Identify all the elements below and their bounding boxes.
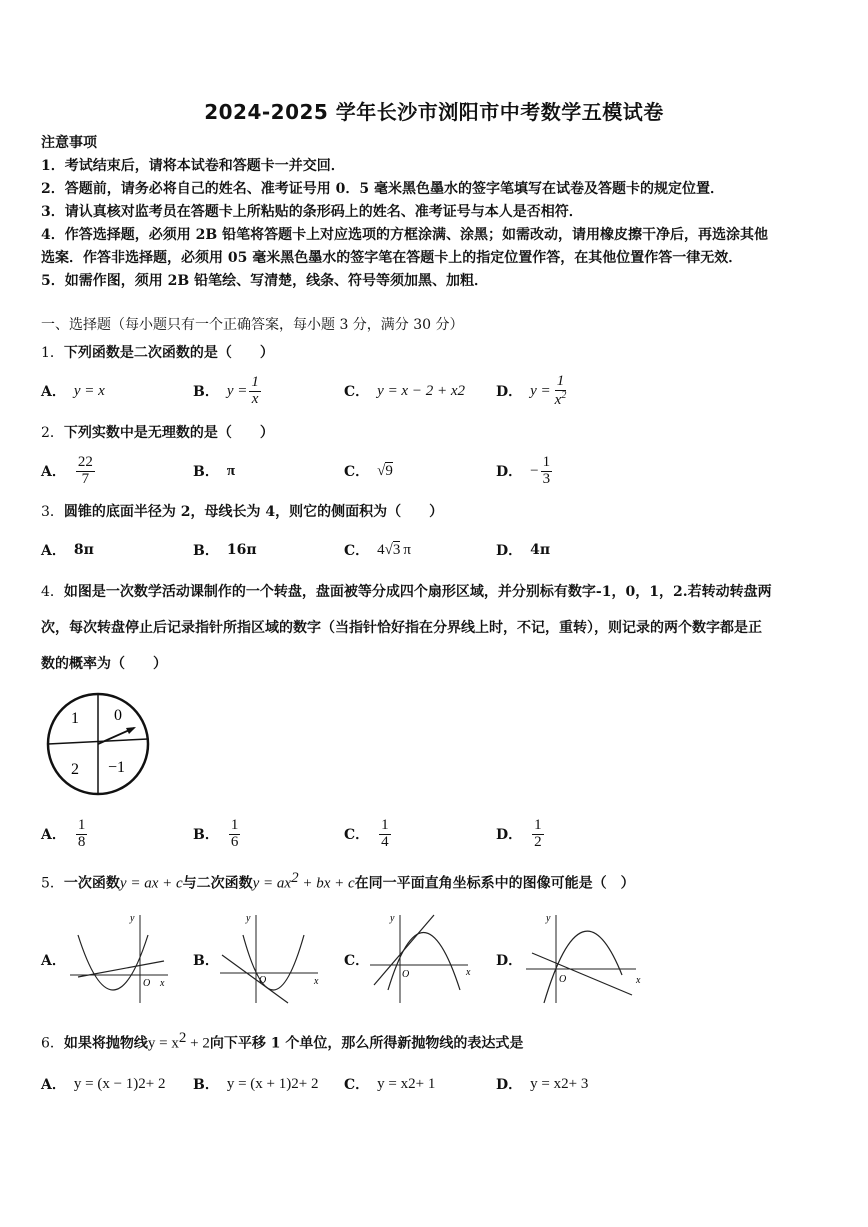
q1-option-c[interactable]	[344, 376, 465, 406]
formula-linear: y = ax + c	[119, 875, 183, 892]
radical-sign: √	[384, 541, 393, 558]
option-value: 8π	[73, 542, 94, 558]
origin-label: O	[259, 975, 267, 986]
question-text-part-2: 与二次函数	[182, 875, 253, 892]
numerator: 1	[251, 373, 259, 390]
option-formula-rest: + 3	[568, 1075, 589, 1092]
question-text-part-1: 一次函数	[63, 875, 120, 892]
formula-quadratic: y = ax	[252, 875, 292, 892]
y-label: y	[130, 913, 135, 924]
denominator: 2	[534, 833, 542, 850]
q2-option-d[interactable]	[496, 450, 554, 492]
option-label: B．	[193, 953, 219, 969]
question-6	[41, 1030, 523, 1053]
spinner-label-2: 2	[71, 761, 79, 778]
numerator: 1	[556, 372, 565, 389]
exponent: 2	[178, 1030, 187, 1046]
q6-option-c[interactable]	[344, 1072, 435, 1096]
question-text: 下列函数是二次函数的是（ ）	[63, 345, 274, 361]
question-4	[41, 574, 831, 682]
q4-option-b[interactable]	[193, 812, 242, 856]
origin-label: O	[143, 978, 151, 989]
q2-option-c[interactable]	[344, 456, 393, 486]
origin-label: O	[559, 974, 567, 985]
option-label: C．	[344, 543, 370, 559]
notice-item-2: 2．答题前，请务必将自己的姓名、准考证号用 0．5 毫米黑色墨水的签字笔填写在试卷及答题卡的规定位置．	[41, 181, 724, 197]
line-graph	[222, 955, 288, 1003]
exponent: 2	[291, 870, 299, 886]
denominator: 3	[542, 470, 551, 487]
q4-option-c[interactable]	[344, 812, 393, 856]
origin-label: O	[402, 969, 410, 980]
q3-option-c[interactable]	[344, 537, 411, 563]
q4-option-a[interactable]	[41, 812, 89, 856]
q1-option-b[interactable]	[193, 370, 263, 412]
denominator: 4	[381, 833, 389, 850]
q5-graph-a	[68, 905, 178, 1005]
line-graph	[532, 953, 632, 995]
option-formula: y = x	[530, 1075, 562, 1092]
notice-item-4-cont: 选案．作答非选择题，必须用 05 毫米黑色墨水的签字笔在答题卡上的指定位置作答，在其他位置作答一律无效．	[41, 250, 743, 266]
option-label: D．	[496, 827, 523, 843]
q4-option-d[interactable]	[496, 812, 546, 856]
notice-item-3: 3．请认真核对监考员在答题卡上所粘贴的条形码上的姓名、准考证号与本人是否相符．	[41, 204, 583, 220]
notice-item-1: 1．考试结束后，请将本试卷和答题卡一并交回．	[41, 158, 345, 174]
option-label: A．	[41, 953, 66, 969]
q5-graph-b	[218, 905, 328, 1005]
exponent: 2	[561, 1075, 569, 1092]
notice-item-5: 5．如需作图，须用 2B 铅笔绘、写清楚，线条、符号等须加黑、加粗．	[41, 273, 489, 289]
q2-option-b[interactable]	[193, 456, 235, 486]
radicand: 3	[392, 542, 401, 558]
q3-option-a[interactable]	[41, 537, 94, 563]
question-number: 2．	[41, 425, 64, 441]
numerator: 22	[77, 453, 93, 470]
q3-option-d[interactable]	[496, 537, 550, 563]
question-5	[41, 870, 635, 893]
option-label: A．	[41, 543, 66, 559]
notice-item-4: 4．作答选择题，必须用 2B 铅笔将答题卡上对应选项的方框涂满、涂黑；如需改动，请用橡皮擦干净后，再选涂其他	[41, 227, 769, 243]
question-2	[41, 422, 274, 442]
question-text: 下列实数中是无理数的是（ ）	[63, 425, 274, 441]
question-3	[41, 501, 443, 521]
option-formula: y = (x − 1)	[73, 1075, 139, 1092]
q1-option-d[interactable]	[496, 370, 570, 412]
option-label: C．	[344, 953, 370, 969]
option-label: B．	[193, 827, 219, 843]
option-value: π	[226, 462, 236, 479]
x-label: x	[160, 978, 165, 989]
exponent: 2	[138, 1075, 146, 1092]
question-number: 5．	[41, 875, 64, 892]
radicand: 9	[385, 463, 393, 479]
option-label: A．	[41, 827, 66, 843]
x-label: x	[636, 975, 641, 986]
notice-heading: 注意事项	[41, 135, 97, 151]
denominator: 6	[230, 833, 239, 850]
option-label: D．	[496, 953, 523, 969]
option-label: B．	[193, 543, 219, 559]
numerator: 1	[381, 816, 389, 833]
option-label: A．	[41, 384, 66, 400]
question-number: 6．	[41, 1035, 64, 1052]
option-formula: y = x	[73, 382, 105, 399]
q1-option-a[interactable]	[41, 376, 105, 406]
q3-option-b[interactable]	[193, 537, 257, 563]
exponent: 2	[457, 382, 465, 399]
q6-option-d[interactable]	[496, 1072, 588, 1096]
exponent: 2	[291, 1075, 299, 1092]
option-label: D．	[496, 1077, 523, 1093]
spinner-label-1: 1	[71, 710, 79, 727]
option-label: B．	[193, 464, 219, 480]
y-label: y	[390, 913, 395, 924]
formula-quadratic-rest: + bx + c	[298, 875, 355, 892]
option-formula-rest: + 1	[415, 1075, 436, 1092]
option-label: B．	[193, 1077, 219, 1093]
numerator: 1	[77, 816, 86, 833]
spinner-label-0: 0	[114, 707, 122, 724]
exponent: 2	[561, 389, 567, 401]
option-label: B．	[193, 384, 219, 400]
option-label: C．	[344, 464, 370, 480]
question-text: 圆锥的底面半径为 2，母线长为 4，则它的侧面积为（ ）	[63, 504, 444, 520]
parabola	[78, 935, 151, 990]
q5-graph-d	[522, 905, 646, 1005]
option-formula: y = x	[377, 1075, 409, 1092]
spinner-figure	[46, 692, 156, 804]
option-label: A．	[41, 464, 66, 480]
option-value: 4π	[530, 542, 551, 558]
spinner-pointer-arrow	[126, 727, 136, 734]
q5-graph-c	[368, 905, 478, 1005]
option-formula: y =	[226, 382, 248, 399]
formula: y = x	[147, 1035, 179, 1052]
question-text-line-2: 次，每次转盘停止后记录指针所指区域的数字（当指针恰好指在分界线上时，不记，重转），则记录的两个数字都是正	[41, 620, 762, 636]
question-1	[41, 342, 274, 362]
exponent: 2	[408, 1075, 416, 1092]
option-label: D．	[496, 384, 523, 400]
x-label: x	[314, 976, 319, 987]
question-number: 3．	[41, 504, 64, 520]
option-formula-rest: + 2	[298, 1075, 319, 1092]
y-label: y	[546, 913, 551, 924]
spinner-label-neg1: −1	[108, 759, 126, 776]
section-heading: 一、选择题（每小题只有一个正确答案，每小题 3 分，满分 30 分）	[41, 317, 464, 333]
option-label: A．	[41, 1077, 66, 1093]
option-label: C．	[344, 1077, 370, 1093]
parabola	[243, 935, 304, 990]
question-text-part-1: 如果将抛物线	[63, 1035, 148, 1052]
numerator: 1	[534, 816, 542, 833]
question-text-part-3: 在同一平面直角坐标系中的图像可能是（ ）	[354, 875, 635, 892]
denominator: 8	[77, 833, 86, 850]
minus-sign: −	[530, 462, 539, 479]
question-number: 1．	[41, 345, 64, 361]
numerator: 1	[230, 816, 239, 833]
question-number: 4．	[41, 584, 64, 600]
numerator: 1	[542, 453, 551, 470]
q2-option-a[interactable]	[41, 450, 97, 492]
denominator: 7	[81, 470, 90, 487]
option-label: C．	[344, 827, 370, 843]
question-text-part-2: 向下平移 1 个单位，那么所得新抛物线的表达式是	[209, 1035, 524, 1052]
formula-rest: + 2	[186, 1035, 210, 1052]
denominator: x	[251, 390, 259, 407]
option-formula-rest: + 2	[145, 1075, 166, 1092]
option-formula: y = x − 2 + x	[377, 382, 458, 399]
pi-symbol: π	[403, 541, 411, 558]
parabola	[388, 933, 460, 991]
option-formula: y =	[530, 382, 551, 399]
question-text-line-3: 数的概率为（ ）	[41, 656, 167, 672]
option-label: D．	[496, 543, 523, 559]
option-value: 16π	[226, 542, 257, 558]
y-label: y	[246, 913, 251, 924]
coefficient: 4	[377, 541, 385, 558]
q6-option-b[interactable]	[193, 1072, 318, 1096]
x-label: x	[466, 967, 471, 978]
option-label: D．	[496, 464, 523, 480]
radical-sign: √	[377, 462, 386, 479]
page-title: 2024-2025 学年长沙市浏阳市中考数学五模试卷	[204, 100, 664, 124]
option-label: C．	[344, 384, 370, 400]
question-text-line-1: 如图是一次数学活动课制作的一个转盘，盘面被等分成四个扇形区域，并分别标有数字-1，0，1，2.若转动转盘两	[63, 584, 772, 600]
q6-option-a[interactable]	[41, 1072, 166, 1096]
denominator: x	[554, 391, 562, 408]
option-formula: y = (x + 1)	[226, 1075, 292, 1092]
